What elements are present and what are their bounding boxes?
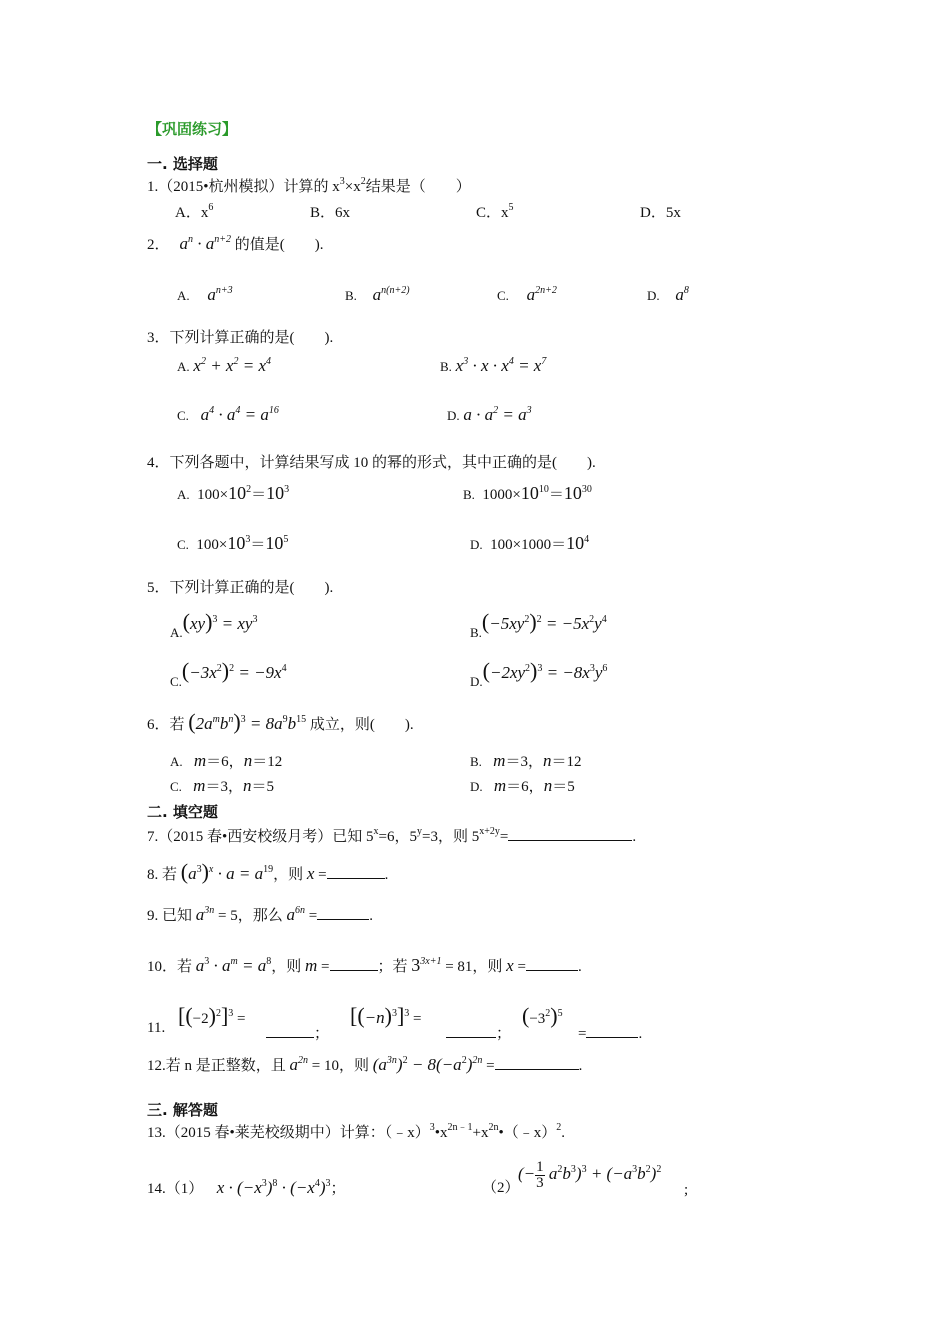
question-6-option-b[interactable]: B. m＝3，n＝12 bbox=[470, 751, 582, 770]
question-1-stem: 1.（2015•杭州模拟）计算的 $x^3\times x^2$结果是（ ） bbox=[147, 176, 471, 195]
question-1-option-d[interactable]: D．5x bbox=[640, 205, 681, 221]
question-3-option-d[interactable]: D. $a \cdot a^2 = a^3$ bbox=[447, 405, 532, 424]
question-3-option-c[interactable]: C. $a^4 \cdot a^4 = a^{16}$ bbox=[177, 405, 279, 424]
question-6-stem: 6．若 $(2a^mb^n)^3 = 8a^9b^{15}$ 成立，则( ). bbox=[147, 709, 414, 734]
question-11-expr-1: $[(-2)^2]^3$ = bbox=[178, 1003, 246, 1028]
question-14-part-2: （2） bbox=[482, 1180, 520, 1196]
question-11-expr-3: $(-3^2)^5$ bbox=[522, 1003, 563, 1028]
question-1-option-a[interactable]: A．$x^6$ bbox=[175, 202, 214, 221]
question-12-answer-blank[interactable] bbox=[495, 1055, 579, 1070]
section-fill: 二. 填空题 bbox=[147, 803, 218, 821]
section-solve: 三. 解答题 bbox=[147, 1101, 218, 1119]
question-3-option-a[interactable]: A. $x^2 + x^2 = x^4$ bbox=[177, 356, 271, 375]
question-8-answer-blank[interactable] bbox=[327, 864, 385, 879]
question-11-answer-blank-3[interactable]: = . bbox=[578, 1023, 642, 1044]
question-11-answer-blank-2[interactable]: ； bbox=[446, 1023, 511, 1044]
question-4-option-b[interactable]: B. $1000\times 10^{10}=10^{30}$ bbox=[463, 483, 592, 503]
question-6-option-c[interactable]: C. m＝3，n＝5 bbox=[170, 776, 274, 795]
question-14-part-2-expr: (− $\frac{1}{3}$ $a^2b^3)^3 + (-a^3b^2)^2$ bbox=[518, 1159, 662, 1191]
question-10-answer-blank-2[interactable] bbox=[526, 956, 578, 971]
question-13-stem: 13.（2015 春•莱芜校级期中）计算：$(﹣x)^3•x^{2n﹣1}+x^{2n}•(﹣x)^2$. bbox=[147, 1122, 566, 1141]
question-9-stem: 9. 已知 $a^{3n} = 5$，那么 $a^{6n}$ = . bbox=[147, 905, 373, 924]
question-1-option-c[interactable]: C．$x^5$ bbox=[476, 202, 514, 221]
question-4-option-a[interactable]: A. $100\times 10^2=10^3$ bbox=[177, 483, 290, 503]
question-11-answer-blank-1[interactable]: ； bbox=[266, 1023, 329, 1044]
question-5-stem: 5．下列计算正确的是( ). bbox=[147, 580, 334, 596]
question-9-answer-blank[interactable] bbox=[317, 905, 369, 920]
question-2-option-b[interactable]: B. $a^{n(n+2)}$ bbox=[345, 285, 410, 304]
question-4-option-d[interactable]: D. $100\times 1000=10^4$ bbox=[470, 533, 590, 553]
question-3-option-b[interactable]: B. $x^3 \cdot x \cdot x^4 = x^7$ bbox=[440, 356, 547, 375]
question-5-option-a[interactable]: $A.(xy)^3 = xy^3$ bbox=[170, 609, 258, 640]
question-10-stem: 10．若 $a^3 \cdot a^m = a^8$，则 m = ；若 $3^{3x+1} = 81$，则 x = . bbox=[147, 955, 582, 975]
question-7-answer-blank[interactable] bbox=[508, 826, 632, 841]
question-10-answer-blank-1[interactable] bbox=[330, 956, 378, 971]
question-11-expr-2: $[(-n)^3]^3$ = bbox=[350, 1003, 422, 1028]
question-2-option-a[interactable]: A. $a^{n+3}$ bbox=[177, 285, 233, 304]
question-14-part-1: 14.（1） $x \cdot (-x^3)^8 \cdot (-x^4)^3$； bbox=[147, 1178, 346, 1197]
question-5-option-b[interactable]: $B.(-5xy^2)^2 = -5x^2y^4$ bbox=[470, 609, 607, 640]
question-4-stem: 4．下列各题中，计算结果写成 10 的幂的形式，其中正确的是( ). bbox=[147, 455, 596, 471]
question-12-stem: 12.若 n 是正整数，且 $a^{2n} = 10$，则 $(a^{3n})^2 - 8(-a^2)^{2n}$ = . bbox=[147, 1055, 583, 1074]
question-4-option-c[interactable]: C. $100\times 10^3=10^5$ bbox=[177, 533, 289, 553]
question-6-option-a[interactable]: A. m＝6，n＝12 bbox=[170, 751, 283, 770]
question-8-stem: 8. 若 $(a^3)^x \cdot a = a^{19}$，则 x = . bbox=[147, 859, 389, 884]
question-5-option-c[interactable]: $C.(-3x^2)^2 = -9x^4$ bbox=[170, 658, 287, 689]
page-title: 【巩固练习】 bbox=[147, 120, 238, 138]
question-2-option-d[interactable]: D. $a^8$ bbox=[647, 285, 689, 304]
question-11-stem: 11. bbox=[147, 1020, 166, 1036]
question-2-stem: 2． $a^n \cdot a^{n+2}$ 的值是( ). bbox=[147, 234, 324, 253]
question-3-stem: 3．下列计算正确的是( ). bbox=[147, 330, 334, 346]
section-choice: 一. 选择题 bbox=[147, 155, 218, 173]
question-5-option-d[interactable]: $D.(-2xy^2)^3 = -8x^3y^6$ bbox=[470, 658, 608, 689]
question-2-option-c[interactable]: C. $a^{2n+2}$ bbox=[497, 285, 557, 304]
question-1-option-b[interactable]: B．6x bbox=[310, 205, 351, 221]
question-14-part-2-end: ; bbox=[684, 1182, 689, 1198]
question-6-option-d[interactable]: D. m＝6，n＝5 bbox=[470, 776, 575, 795]
question-7-stem: 7.（2015 春•西安校级月考）已知 $5^x=6$，$5^y=3$，则 $5^{x+2y}=$ . bbox=[147, 826, 637, 845]
